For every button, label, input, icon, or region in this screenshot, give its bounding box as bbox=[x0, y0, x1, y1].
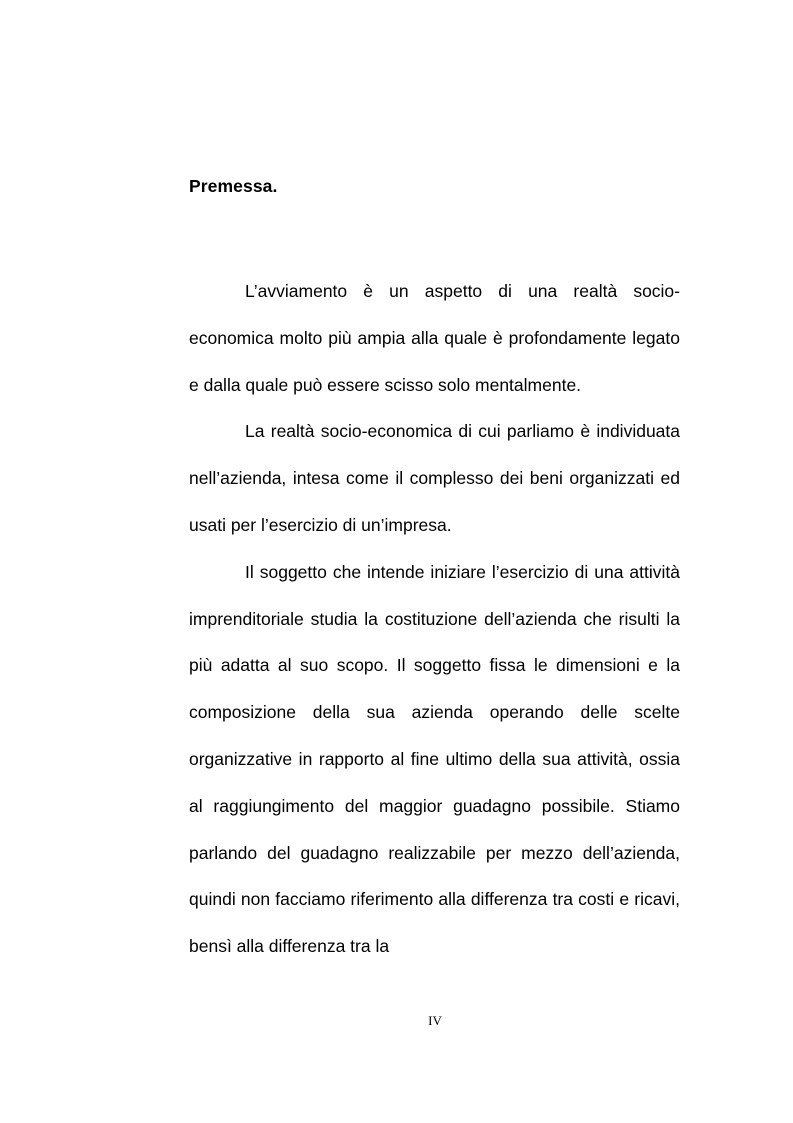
section-heading: Premessa. bbox=[189, 176, 278, 196]
paragraph-2: La realtà socio-economica di cui parliamo è individuata nell’azienda, intesa come il complesso dei beni organizzati ed usati per l’esercizio di un’impresa. bbox=[189, 421, 680, 535]
paragraph-1: L’avviamento è un aspetto di una realtà socio-economica molto più ampia alla quale è profondamente legato e dalla quale può essere scisso solo mentalmente. bbox=[189, 281, 680, 395]
page-number: IV bbox=[428, 1013, 442, 1028]
paragraph-3: Il soggetto che intende iniziare l’esercizio di una attività imprenditoriale studia la costituzione dell’azienda che risulti la più adatta al suo scopo. Il soggetto fissa le dimensioni e la composizione della sua azienda operando delle scelte organizzative in rapporto al fine ultimo della sua attività, ossia al raggiungimento del maggior guadagno possibile. Stiamo parlando del guadagno realizzabile per mezzo dell’azienda, quindi non facciamo riferimento alla differenza tra costi e ricavi, bensì alla differenza tra la bbox=[189, 561, 680, 957]
body-text bbox=[189, 268, 680, 970]
